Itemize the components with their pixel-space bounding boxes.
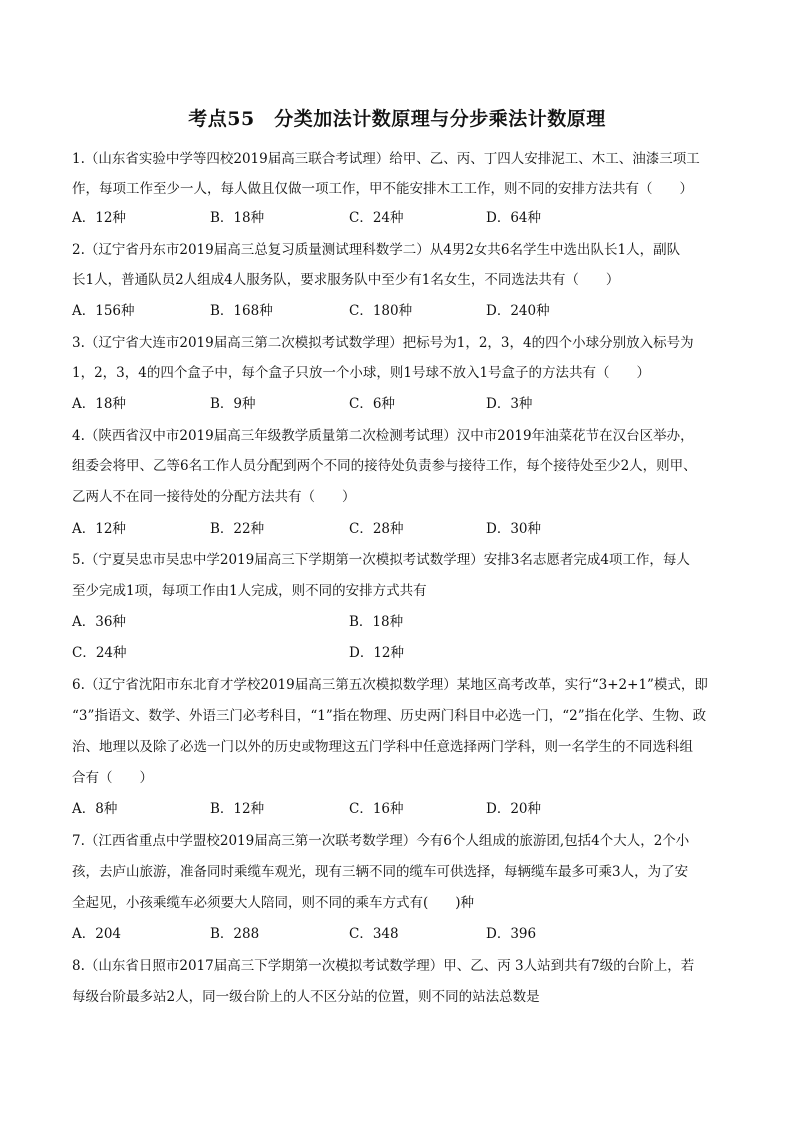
option-b: B．18种 [349,614,404,630]
question-6-line-1: 6.（辽宁省沈阳市东北育才学校2019届高三第五次模拟数学理）某地区高考改革，实行“3+2+1”模式，即 [72,677,708,693]
option-b: B．9种 [210,396,256,412]
option-a: A．204 [72,926,122,942]
option-b: B．168种 [210,303,273,319]
question-2-line-1: 2.（辽宁省丹东市2019届高三总复习质量测试理科数学二）从4男2女共6名学生中选出队长1人，副队 [72,242,681,258]
page-title: 考点55 分类加法计数原理与分步乘法计数原理 [188,108,606,130]
option-a: A．156种 [72,303,135,319]
question-5-line-1: 5.（宁夏吴忠市吴忠中学2019届高三下学期第一次模拟考试数学理）安排3名志愿者完成4项工作，每人 [72,552,690,568]
question-4-line-3: 乙两人不在同一接待处的分配方法共有（ ） [72,489,356,505]
question-5-line-2: 至少完成1项，每项工作由1人完成，则不同的安排方式共有 [72,583,427,599]
option-c: C．28种 [349,521,404,537]
question-7-line-1: 7.（江西省重点中学盟校2019届高三第一次联考数学理）今有6个人组成的旅游团,包括4个大人，2个小 [72,833,690,849]
question-6-line-2: “3”指语文、数学、外语三门必考科目，“1”指在物理、历史两门科目中必选一门，“2”指在化学、生物、政 [72,708,707,724]
question-8-line-2: 每级台阶最多站2人，同一级台阶上的人不区分站的位置，则不同的站法总数是 [72,989,540,1005]
option-a: A．18种 [72,396,126,412]
option-b: B．12种 [210,801,265,817]
option-a: A．36种 [72,614,126,630]
option-d: D．20种 [486,801,542,817]
question-6-line-3: 治、地理以及除了必选一门以外的历史或物理这五门学科中任意选择两门学科，则一名学生的不同选科组 [72,739,693,755]
option-b: B．18种 [210,210,265,226]
option-d: D．3种 [486,396,533,412]
option-a: A．12种 [72,210,126,226]
question-7-line-3: 全起见，小孩乘缆车必须要大人陪同，则不同的乘车方式有( )种 [72,895,475,911]
option-d: D．396 [486,926,537,942]
question-2-line-2: 长1人，普通队员2人组成4人服务队，要求服务队中至少有1名女生，不同选法共有（ ） [72,272,620,288]
option-d: D．12种 [349,645,405,661]
question-1-line-1: 1.（山东省实验中学等四校2019届高三联合考试理）给甲、乙、丙、丁四人安排泥工、木工、油漆三项工 [72,151,700,167]
question-8-line-1: 8.（山东省日照市2017届高三下学期第一次模拟考试数学理）甲、乙、丙 3人站到共有7级的台阶上，若 [72,958,695,974]
option-a: A．12种 [72,521,126,537]
option-d: D．30种 [486,521,542,537]
option-d: D．64种 [486,210,542,226]
question-7-line-2: 孩，去庐山旅游，准备同时乘缆车观光，现有三辆不同的缆车可供选择，每辆缆车最多可乘3人，为了安 [72,864,689,880]
option-d: D．240种 [486,303,550,319]
option-b: B．22种 [210,521,265,537]
question-6-line-4: 合有（ ） [72,770,153,786]
question-3-line-2: 1，2，3，4的四个盒子中，每个盒子只放一个小球，则1号球不放入1号盒子的方法共有（ ） [72,365,651,381]
option-b: B．288 [210,926,260,942]
question-3-line-1: 3.（辽宁省大连市2019届高三第二次模拟考试数学理）把标号为1，2，3，4的四个小球分别放入标号为 [72,335,694,351]
option-c: C．24种 [349,210,404,226]
option-c: C．6种 [349,396,395,412]
option-c: C．180种 [349,303,413,319]
option-c: C．348 [349,926,399,942]
option-c: C．16种 [349,801,404,817]
option-a: A．8种 [72,801,118,817]
option-c: C．24种 [72,645,127,661]
question-4-line-1: 4.（陕西省汉中市2019届高三年级教学质量第二次检测考试理）汉中市2019年油菜花节在汉台区举办， [72,428,694,444]
question-1-line-2: 作，每项工作至少一人，每人做且仅做一项工作，甲不能安排木工工作，则不同的安排方法共有（ ） [72,181,693,197]
question-4-line-2: 组委会将甲、乙等6名工作人员分配到两个不同的接待处负责参与接待工作，每个接待处至少2人，则甲、 [72,458,697,474]
